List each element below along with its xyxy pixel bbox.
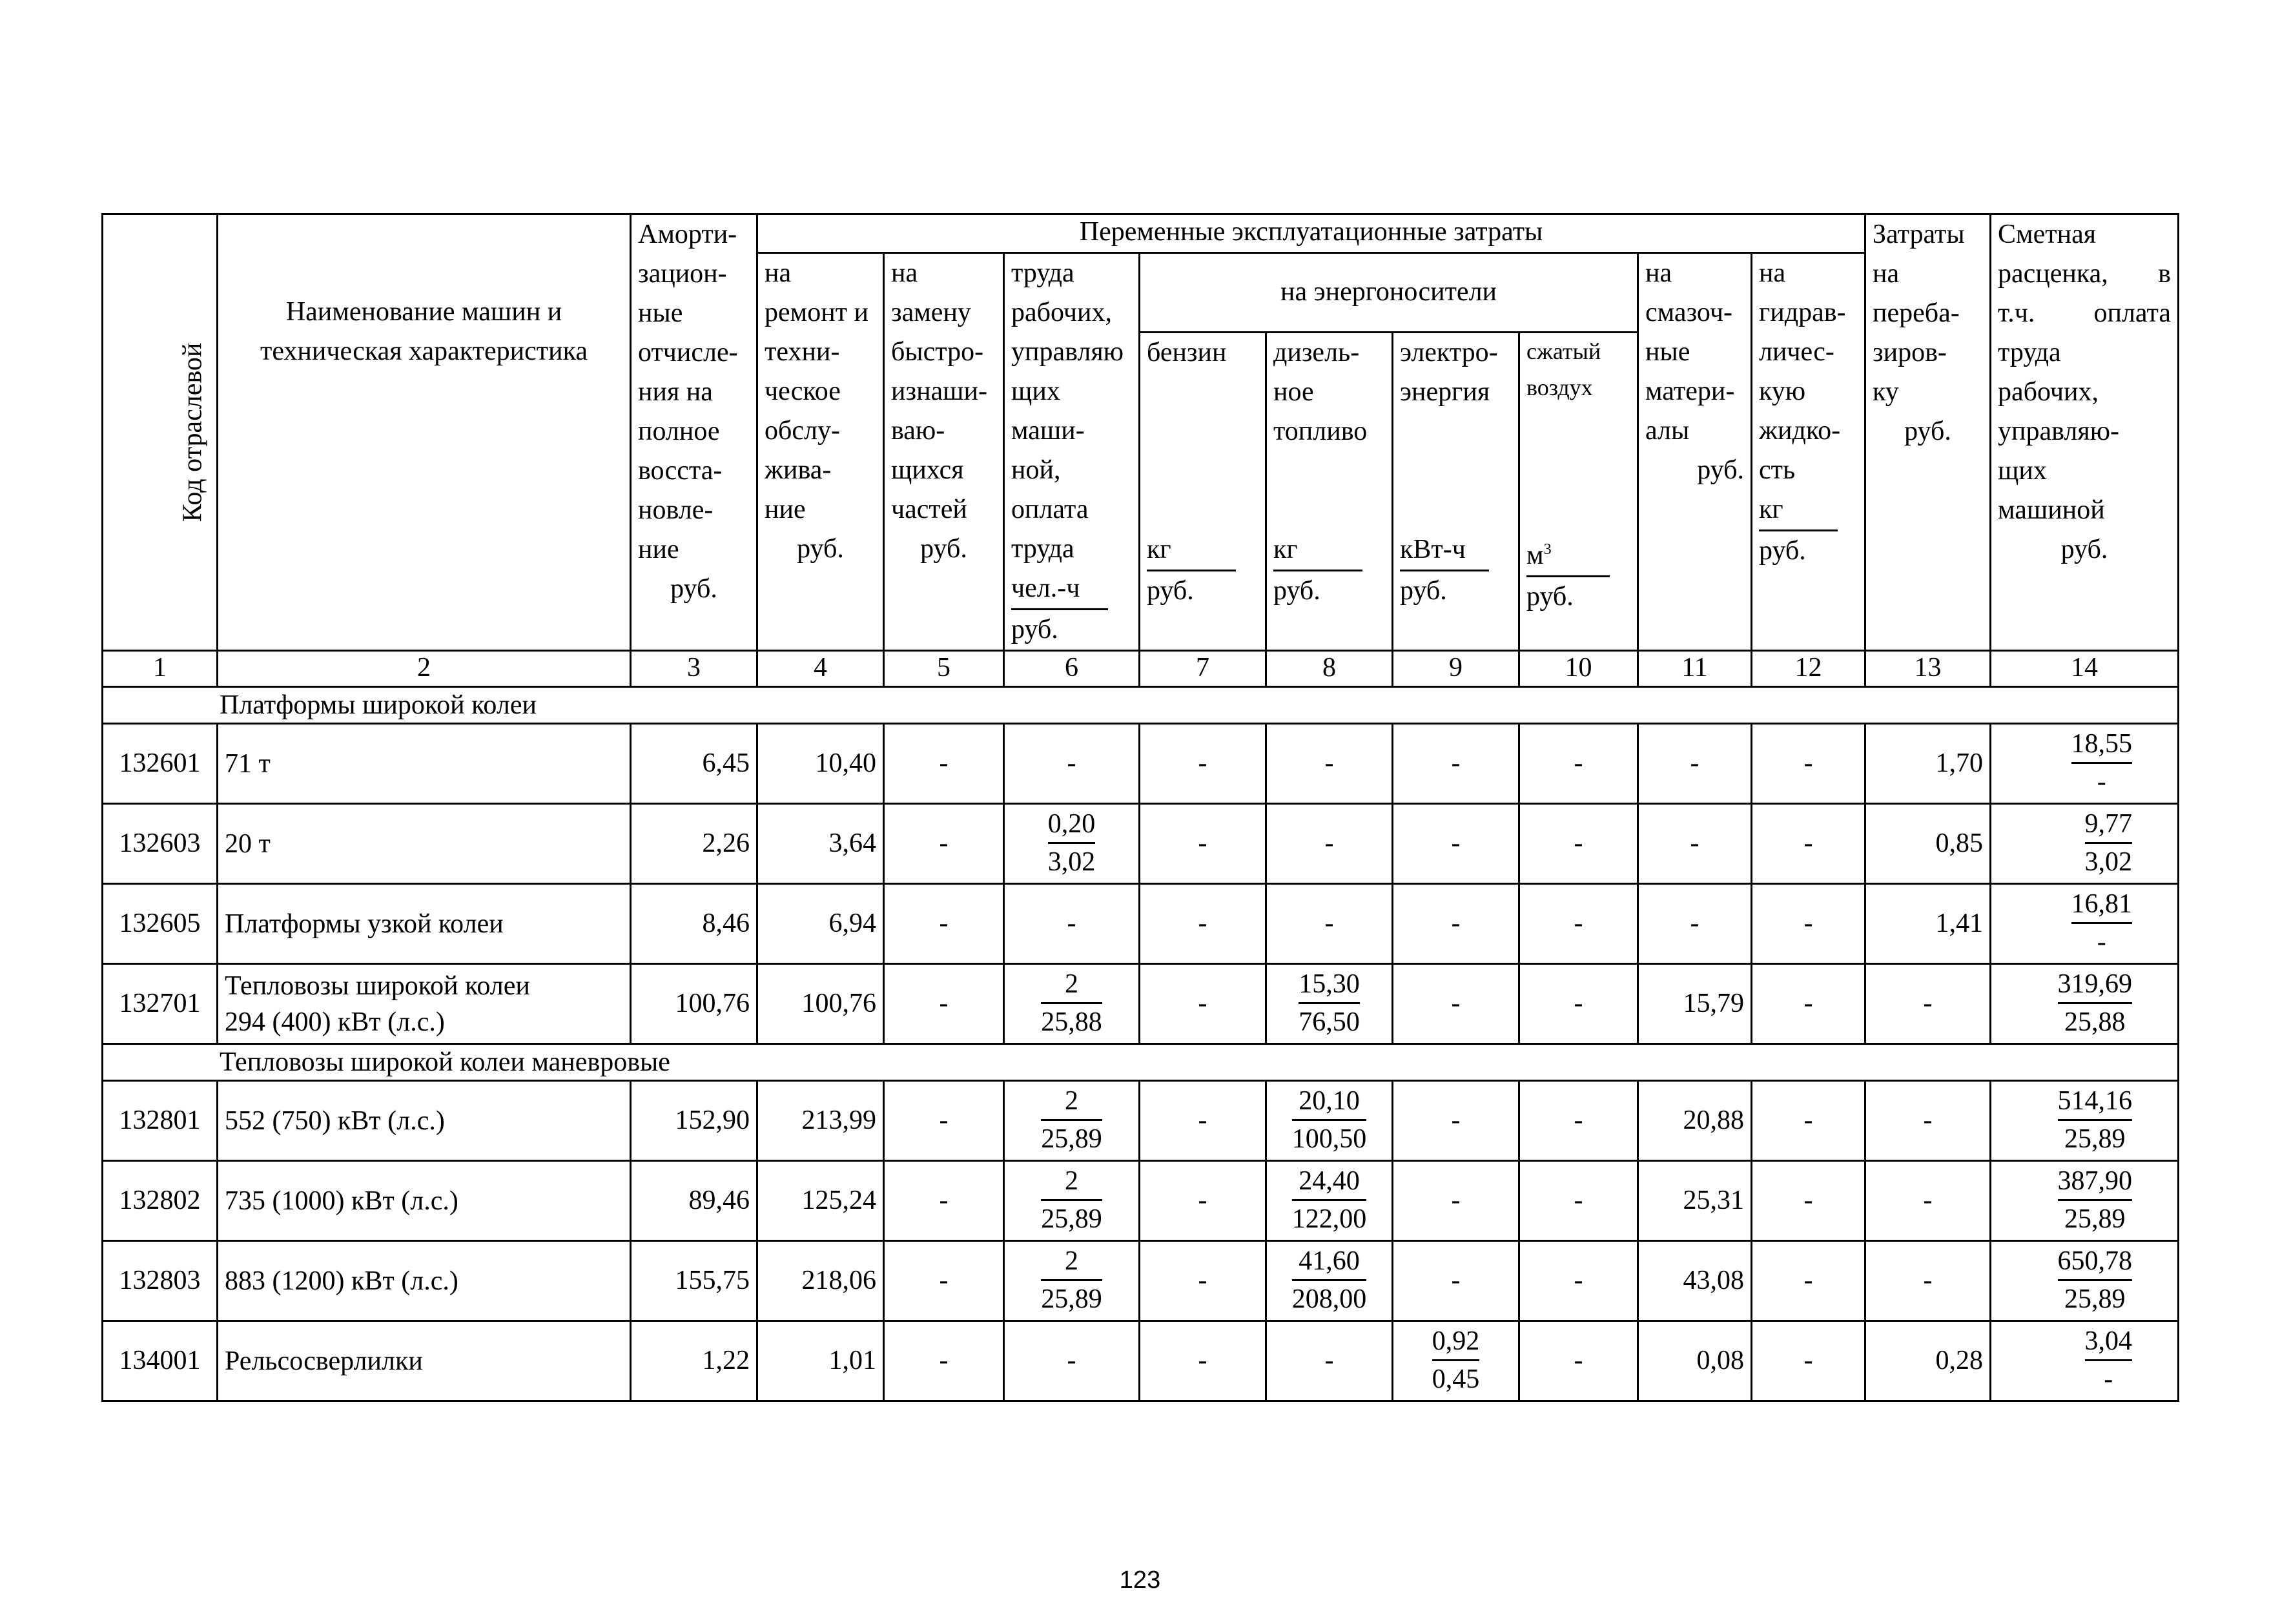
table-row	[103, 964, 2179, 1044]
unit-label: руб.	[1273, 575, 1320, 606]
header-line: управляю-	[1998, 416, 2120, 446]
cell-repair: 1,01	[757, 1321, 884, 1401]
fraction-value: $\frac{16,81}{-}$	[2071, 886, 2133, 960]
header-line: кую	[1759, 376, 1806, 406]
header-line: личес-	[1759, 337, 1834, 367]
cell-estimate	[1991, 1241, 2179, 1321]
header-petrol: бензин кг руб.	[1140, 332, 1266, 650]
column-number: 13	[1865, 651, 1991, 687]
cell-lube: 15,79	[1638, 964, 1752, 1044]
fraction-value: $\frac{2}{25,89}$	[1041, 1083, 1102, 1157]
cell-labor	[1004, 964, 1140, 1044]
header-line: ной,	[1011, 455, 1061, 485]
cell-hydro: -	[1752, 884, 1865, 964]
header-line: полное	[638, 416, 720, 446]
unit-label: кВт-ч	[1400, 530, 1489, 571]
row-name: 20 т	[218, 804, 631, 884]
header-line: смазоч-	[1645, 298, 1732, 327]
cell-air: -	[1519, 964, 1638, 1044]
header-amort	[631, 214, 757, 651]
header-line: Аморти-	[638, 220, 737, 249]
fraction-value: $\frac{319,69}{25,88}$	[2058, 966, 2133, 1040]
cell-hydro: -	[1752, 1161, 1865, 1241]
cell-petrol: -	[1140, 1241, 1266, 1321]
header-line: быстро-	[891, 337, 984, 367]
cell-rebase: -	[1865, 1161, 1991, 1241]
cell-estimate	[1991, 964, 2179, 1044]
cell-parts: -	[884, 804, 1004, 884]
cell-amort: 8,46	[631, 884, 757, 964]
cell-amort: 152,90	[631, 1081, 757, 1161]
row-name: 735 (1000) кВт (л.с.)	[218, 1161, 631, 1241]
cell-hydro: -	[1752, 724, 1865, 804]
header-line: расценка, в	[1998, 259, 2171, 289]
unit-label: руб.	[1147, 575, 1194, 606]
cell-air: -	[1519, 1161, 1638, 1241]
fraction-value: $\frac{24,40}{122,00}$	[1292, 1163, 1367, 1237]
cell-lube: -	[1638, 804, 1752, 884]
header-line: восста-	[638, 456, 723, 486]
column-number: 10	[1519, 651, 1638, 687]
fraction-value: $\frac{650,78}{25,89}$	[2058, 1243, 2133, 1317]
cell-repair: 213,99	[757, 1081, 884, 1161]
cell-electric: -	[1393, 884, 1519, 964]
column-number: 1	[103, 651, 218, 687]
cell-electric: -	[1393, 1081, 1519, 1161]
column-number: 4	[757, 651, 884, 687]
header-line: на	[891, 258, 918, 288]
cell-parts: -	[884, 1321, 1004, 1401]
row-code: 132801	[103, 1081, 218, 1161]
header-line: частей	[891, 495, 967, 524]
header-labor	[1004, 253, 1140, 651]
fraction-value: $\frac{41,60}{208,00}$	[1292, 1243, 1367, 1317]
table-row	[103, 1081, 2179, 1161]
header-line: щих	[1998, 456, 2047, 486]
cell-petrol: -	[1140, 1321, 1266, 1401]
cell-labor	[1004, 804, 1140, 884]
machine-cost-table	[101, 213, 2179, 1402]
cell-lube: -	[1638, 884, 1752, 964]
header-line: щих	[1011, 376, 1060, 406]
header-line: алы	[1645, 416, 1690, 446]
row-name: Рельсосверлилки	[218, 1321, 631, 1401]
column-numbers-row	[103, 651, 2179, 687]
cell-rebase: 0,28	[1865, 1321, 1991, 1401]
table-row	[103, 1321, 2179, 1401]
header-energy: на энергоносители	[1140, 253, 1638, 333]
header-air	[1519, 332, 1638, 650]
cell-estimate	[1991, 1321, 2179, 1401]
cell-diesel	[1266, 1241, 1393, 1321]
header-parts	[884, 253, 1004, 651]
cell-estimate	[1991, 1081, 2179, 1161]
row-code: 132605	[103, 884, 218, 964]
header-line: ное	[1273, 376, 1314, 407]
cell-parts: -	[884, 884, 1004, 964]
cell-repair: 3,64	[757, 804, 884, 884]
header-line: ческое	[765, 376, 841, 406]
cell-parts: -	[884, 724, 1004, 804]
row-name: Тепловозы широкой колеи 294 (400) кВт (л.с.)	[218, 964, 631, 1044]
row-name: 552 (750) кВт (л.с.)	[218, 1081, 631, 1161]
header-line: зиров-	[1873, 338, 1947, 367]
header-line: на	[1645, 258, 1672, 288]
header-line: управляю	[1011, 337, 1124, 367]
cell-parts: -	[884, 964, 1004, 1044]
fraction-value: $\frac{18,55}{-}$	[2071, 726, 2133, 800]
header-line: ные	[638, 298, 683, 328]
row-code: 132701	[103, 964, 218, 1044]
cell-air: -	[1519, 1321, 1638, 1401]
cell-labor: -	[1004, 1321, 1140, 1401]
cell-petrol: -	[1140, 804, 1266, 884]
column-number: 7	[1140, 651, 1266, 687]
header-hydro	[1752, 253, 1865, 651]
fraction-value: $\frac{15,30}{76,50}$	[1299, 966, 1360, 1040]
fraction-value: $\frac{20,10}{100,50}$	[1292, 1083, 1367, 1157]
fraction-value: $\frac{387,90}{25,89}$	[2058, 1163, 2133, 1237]
cell-rebase: -	[1865, 1241, 1991, 1321]
unit-label: руб.	[797, 534, 844, 564]
header-electric	[1393, 332, 1519, 650]
cell-diesel: -	[1266, 724, 1393, 804]
cell-hydro: -	[1752, 1241, 1865, 1321]
unit-label: руб.	[2060, 535, 2108, 564]
row-name: Платформы узкой колеи	[218, 884, 631, 964]
cell-diesel	[1266, 1081, 1393, 1161]
cell-rebase: -	[1865, 1081, 1991, 1161]
cell-petrol: -	[1140, 884, 1266, 964]
header-line: труда	[1011, 258, 1074, 288]
fraction-value: $\frac{2}{25,88}$	[1041, 966, 1102, 1040]
header-code: Код отраслевой	[103, 214, 218, 651]
header-line: щихся	[891, 455, 964, 485]
table-row	[103, 1241, 2179, 1321]
cell-air: -	[1519, 884, 1638, 964]
cell-labor: -	[1004, 884, 1140, 964]
unit-label: руб.	[1526, 581, 1574, 612]
table-row	[103, 724, 2179, 804]
cell-repair: 218,06	[757, 1241, 884, 1321]
header-line: жива-	[765, 455, 832, 485]
cell-amort: 1,22	[631, 1321, 757, 1401]
table-row	[103, 884, 2179, 964]
header-line: матери-	[1645, 376, 1735, 406]
cell-diesel: -	[1266, 804, 1393, 884]
cell-electric: -	[1393, 1161, 1519, 1241]
column-number: 11	[1638, 651, 1752, 687]
unit-label: руб.	[1697, 455, 1744, 485]
unit-label: руб.	[1400, 575, 1447, 606]
header-line: дизель-	[1273, 337, 1360, 367]
cell-parts: -	[884, 1161, 1004, 1241]
cell-parts: -	[884, 1241, 1004, 1321]
unit-label: руб.	[1904, 416, 1951, 446]
header-line: переба-	[1873, 298, 1960, 328]
cell-estimate	[1991, 884, 2179, 964]
unit-label: руб.	[920, 534, 967, 564]
header-line: зацион-	[638, 259, 727, 289]
cell-air: -	[1519, 804, 1638, 884]
cell-petrol: -	[1140, 1081, 1266, 1161]
cell-lube: 25,31	[1638, 1161, 1752, 1241]
cell-hydro: -	[1752, 964, 1865, 1044]
header-line: отчисле-	[638, 338, 738, 367]
header-line: изнаши-	[891, 376, 987, 406]
cell-rebase: 1,70	[1865, 724, 1991, 804]
cell-estimate	[1991, 804, 2179, 884]
header-repair	[757, 253, 884, 651]
cell-electric: -	[1393, 804, 1519, 884]
header-line: машиной	[1998, 495, 2105, 525]
header-line: сть	[1759, 455, 1796, 485]
cell-labor	[1004, 1161, 1140, 1241]
column-number: 6	[1004, 651, 1140, 687]
header-line: обслу-	[765, 416, 840, 446]
header-name: Наименование машин и техническая характеристика	[218, 214, 631, 651]
header-line: Сметная	[1998, 220, 2097, 249]
fraction-value: $\frac{2}{25,89}$	[1041, 1163, 1102, 1237]
header-line: рабочих,	[1011, 298, 1113, 327]
column-number: 12	[1752, 651, 1865, 687]
unit-label: м	[1526, 540, 1544, 570]
cell-rebase: 0,85	[1865, 804, 1991, 884]
unit-label: 3	[1543, 540, 1552, 558]
header-line: Затраты	[1873, 220, 1965, 249]
header-line: гидрав-	[1759, 298, 1846, 327]
cell-air: -	[1519, 1081, 1638, 1161]
cell-hydro: -	[1752, 1321, 1865, 1401]
row-code: 134001	[103, 1321, 218, 1401]
header-line: на	[765, 258, 792, 288]
section-row	[103, 687, 2179, 724]
header-diesel	[1266, 332, 1393, 650]
cell-lube: 0,08	[1638, 1321, 1752, 1401]
row-code: 132802	[103, 1161, 218, 1241]
section-title: Платформы широкой колеи	[103, 687, 2179, 724]
cell-diesel: -	[1266, 1321, 1393, 1401]
row-name: 71 т	[218, 724, 631, 804]
cell-rebase: -	[1865, 964, 1991, 1044]
cell-amort: 6,45	[631, 724, 757, 804]
header-variable: Переменные эксплуатационные затраты	[757, 214, 1865, 253]
cell-amort: 89,46	[631, 1161, 757, 1241]
unit-label: руб.	[1011, 615, 1058, 644]
row-code: 132803	[103, 1241, 218, 1321]
unit-label: кг	[1273, 530, 1362, 571]
header-lube	[1638, 253, 1752, 651]
cell-lube: 20,88	[1638, 1081, 1752, 1161]
cell-rebase: 1,41	[1865, 884, 1991, 964]
unit-label: кг	[1759, 490, 1838, 531]
header-line: т.ч. оплата	[1998, 298, 2171, 328]
header-line: ваю-	[891, 416, 945, 446]
table-row	[103, 1161, 2179, 1241]
cell-lube: 43,08	[1638, 1241, 1752, 1321]
header-line: ку	[1873, 377, 1899, 407]
cell-petrol: -	[1140, 1161, 1266, 1241]
header-line: ния на	[638, 377, 713, 407]
row-name: 883 (1200) кВт (л.с.)	[218, 1241, 631, 1321]
header-line: маши-	[1011, 416, 1085, 446]
table-row	[103, 804, 2179, 884]
header-line: ние	[765, 495, 806, 524]
cell-petrol: -	[1140, 964, 1266, 1044]
header-line: электро-	[1400, 337, 1498, 367]
cell-air: -	[1519, 724, 1638, 804]
header-line: на	[1759, 258, 1786, 288]
page-number: 123	[1119, 1567, 1161, 1594]
header-line: сжатый	[1526, 338, 1601, 364]
header-line: ные	[1645, 337, 1690, 367]
column-number: 9	[1393, 651, 1519, 687]
cell-electric: -	[1393, 724, 1519, 804]
cell-electric: -	[1393, 964, 1519, 1044]
header-line: топливо	[1273, 416, 1368, 446]
header-line: энергия	[1400, 376, 1490, 407]
header-line: труда	[1011, 534, 1074, 564]
cell-petrol: -	[1140, 724, 1266, 804]
row-code: 132601	[103, 724, 218, 804]
cell-amort: 100,76	[631, 964, 757, 1044]
section-row	[103, 1044, 2179, 1081]
cell-hydro: -	[1752, 804, 1865, 884]
header-line: рабочих,	[1998, 377, 2099, 407]
unit-label: чел.-ч	[1011, 569, 1108, 610]
column-number: 14	[1991, 651, 2179, 687]
header-line: ние	[638, 535, 679, 564]
column-number: 2	[218, 651, 631, 687]
cell-diesel	[1266, 1161, 1393, 1241]
cell-labor: -	[1004, 724, 1140, 804]
cell-repair: 6,94	[757, 884, 884, 964]
fraction-value: $\frac{2}{25,89}$	[1041, 1243, 1102, 1317]
cell-labor	[1004, 1081, 1140, 1161]
fraction-value: $\frac{9,77}{3,02}$	[2085, 806, 2133, 880]
cell-estimate	[1991, 724, 2179, 804]
header-rebase	[1865, 214, 1991, 651]
unit-label: руб.	[1759, 536, 1806, 566]
unit-label: кг	[1147, 530, 1236, 571]
header-estimate	[1991, 214, 2179, 651]
cell-diesel: -	[1266, 884, 1393, 964]
header-line: воздух	[1526, 374, 1593, 400]
unit-label: руб.	[670, 574, 717, 604]
cell-diesel	[1266, 964, 1393, 1044]
column-number: 8	[1266, 651, 1393, 687]
cell-electric	[1393, 1321, 1519, 1401]
header-line: жидко-	[1759, 416, 1841, 446]
header-line: ремонт и	[765, 298, 869, 327]
cell-parts: -	[884, 1081, 1004, 1161]
cell-lube: -	[1638, 724, 1752, 804]
header-line: на	[1873, 259, 1900, 289]
header-line: новле-	[638, 495, 714, 525]
column-number: 5	[884, 651, 1004, 687]
cell-labor	[1004, 1241, 1140, 1321]
cell-hydro: -	[1752, 1081, 1865, 1161]
fraction-value: $\frac{514,16}{25,89}$	[2058, 1083, 2133, 1157]
cell-repair: 100,76	[757, 964, 884, 1044]
header-line: техни-	[765, 337, 840, 367]
header-line: труда	[1998, 338, 2061, 367]
row-code: 132603	[103, 804, 218, 884]
cell-amort: 2,26	[631, 804, 757, 884]
fraction-value: $\frac{0,92}{0,45}$	[1432, 1323, 1480, 1397]
cell-air: -	[1519, 1241, 1638, 1321]
section-title: Тепловозы широкой колеи маневровые	[103, 1044, 2179, 1081]
fraction-value: $\frac{3,04}{-}$	[2085, 1323, 2133, 1397]
column-number: 3	[631, 651, 757, 687]
cell-electric: -	[1393, 1241, 1519, 1321]
header-line: оплата	[1011, 495, 1089, 524]
cell-repair: 10,40	[757, 724, 884, 804]
cell-repair: 125,24	[757, 1161, 884, 1241]
cell-amort: 155,75	[631, 1241, 757, 1321]
header-line: замену	[891, 298, 971, 327]
fraction-value: $\frac{0,20}{3,02}$	[1048, 806, 1096, 880]
cell-estimate	[1991, 1161, 2179, 1241]
